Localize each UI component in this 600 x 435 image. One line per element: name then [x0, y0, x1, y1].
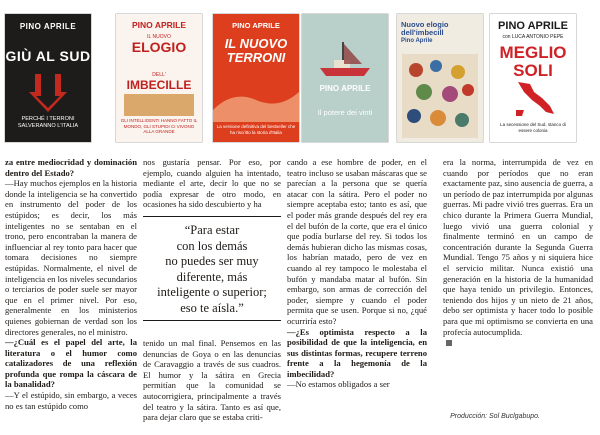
answer-text: —Hay muchos ejemplos en la historia donde la inteligencia se ha convertido en instrumento del poder de los estúpidos; es decir, los más inteligentes no se sentaban en el trono, pero encontraban la manera de influenciar al rey tonto para hacer que tomara decisiones no siempre estúpidas. Normalmente, el nivel de inteligencia en los niveles secundarios o terciarios de poder suele ser mayor que en el primer nivel. Por eso, generalmente en los ministerios quienes gobiernan de verdad son los directores generales, no el ministro.	[5, 178, 137, 337]
cover-title: GIÙ AL SUD	[5, 48, 91, 64]
cover-title2: IMBECILLE	[126, 78, 192, 92]
answer-text: —Y el estúpido, sin embargo, a veces no es tan estúpido como	[5, 390, 137, 411]
cover-title: MEGLIO	[499, 43, 567, 62]
cover-author: PINO APRILE	[132, 20, 186, 30]
book-cover-potere-dei-vinti	[302, 14, 388, 142]
article-column-3	[287, 157, 427, 390]
pull-quote-line: “Para estar	[184, 223, 240, 238]
cover-author: PINO APRILE	[232, 21, 280, 30]
pull-quote-line: inteligente o superior;	[157, 285, 267, 300]
pull-quote-line: eso te aísla.”	[180, 300, 244, 315]
book-cover-il-nuovo-terroni	[213, 14, 299, 142]
cover-title2: TERRONI	[226, 50, 286, 65]
book-cover-elogio-imbecille	[116, 14, 202, 142]
cover-coauthor: con LUCA ANTONIO PEPE	[502, 34, 564, 40]
end-of-article-icon	[446, 340, 452, 346]
italy-map-icon	[510, 80, 556, 120]
question-text: —¿Cuál es el papel del arte, la literatura o el humor como catalizadores de una reflexión profunda que rompa la cáscara de la banalidad?	[5, 337, 137, 390]
article-column-2	[143, 157, 281, 210]
cover-author: PINO APRILE	[319, 84, 371, 93]
pull-quote-line: diferente, más	[176, 269, 248, 284]
boat-illustration	[314, 38, 376, 82]
cover-author: Pino Aprile	[401, 38, 433, 44]
cover-author: PINO APRILE	[19, 22, 77, 31]
cover-kicker2: DELL'	[152, 72, 166, 78]
book-cover-meglio-soli	[490, 14, 576, 142]
body-text: cando a ese hombre de poder, en el teatro incluso se usaban máscaras que se parecían a la persona que se quería atacar con la sátira. Pero el poder no siempre aceptaba esto; tanto es así, que el poder más grande después del rey era el del bufón de la corte, que era el único que podía burlarse del rey. Si todos los demás hubieran dicho las mismas cosas, los habrían matado, pero de vez en cuando al rey tampoco le molestaba el bufón y mandaba matar al bufón. Sin embargo, son armas de corrección del poder, siempre y cuando el poder permita que se usen. Porque si no, ¿qué ocurriría esto?	[287, 157, 427, 326]
cover-subtitle: GLI INTELLIGENTI HANNO FATTO IL MONDO, GLI STUPIDI CI VIVONO ALLA GRANDE	[120, 118, 198, 134]
crowd-illustration	[402, 54, 478, 138]
article-column-1	[5, 157, 137, 411]
question-text: —¿Es optimista respecto a la posibilidad de que la inteligencia, en sus distintas formas, recupere terreno frente a la hegemonía de la imbecilidad?	[287, 326, 427, 379]
cover-artwork	[124, 94, 194, 116]
article-column-2-bottom	[143, 338, 281, 423]
cover-title: Nuovo elogio dell'imbecill	[401, 20, 449, 37]
cover-subtitle: La secessione del Sud, stanco di essere colonia	[500, 122, 566, 133]
cover-author: PINO APRILE	[498, 20, 568, 32]
body-text: tenido un mal final. Pensemos en las denuncias de Goya o en las denuncias de Caravaggio a través de sus cuadros. El humor y la sátira en Grecia permitían que la comunidad se autocorrigiera, principalmente a través del teatro y la sátira. Tanto es así que, para dejar claro que se estaba criti-	[143, 338, 281, 423]
book-covers-row	[0, 0, 600, 150]
production-credit: Producción: Sol Buclgabupo.	[450, 413, 540, 420]
down-arrow-icon	[27, 70, 69, 114]
cover-subtitle: La versione definitiva del bestseller che ha riscritto la storia d'Italia	[216, 124, 296, 135]
question-text: za entre mediocridad y dominación dentro del Estado?	[5, 157, 137, 178]
book-cover-nuovo-elogio	[397, 14, 483, 142]
pull-quote-1	[143, 216, 281, 321]
body-text: era la norma, interrumpida de vez en cuando por períodos que no eran exactamente paz, sino ausencia de guerra, a un período de paz interrumpida por algunas guerras. Mi padre vivió tres guerras. Era un chico durante la Primera Guerra Mundial, luego vivió una guerra colonial y finalmente terminó en un campo de concentración durante la Segunda Guerra Mundial. Tengo 75 años y ni siquiera hice el servicio militar. Nunca existió una generación en la historia de la humanidad que haya tenido un privilegio. Entonces, teniendo dos hijos y un nieto de 21 años, debo ser optimista y hacer todo lo posible para que mi optimismo se convierta en una profecía autocumplida.	[443, 157, 593, 337]
cover-title: IL NUOVO	[224, 36, 288, 51]
cover-kicker: IL NUOVO	[147, 34, 171, 40]
pull-quote-line: con los demás	[176, 238, 248, 253]
cover-subtitle: PERCHÉ I TERRONI SALVERANNO L'ITALIA	[17, 116, 79, 129]
body-text: nos gustaría pensar. Por eso, por ejemplo, cuando alguien ha intentado, mediante el arte, decir lo que no se podía expresar de otro modo, en ocasiones ha sido descubierto y ha	[143, 157, 281, 210]
article-column-4	[443, 157, 593, 348]
cover-illustration	[213, 70, 299, 122]
cover-title2: SOLI	[513, 61, 553, 80]
answer-text: —No estamos obligados a ser	[287, 379, 390, 390]
cover-title: Il potere dei vinti	[317, 108, 373, 117]
pull-quote-line: no puedes ser muy	[165, 254, 259, 269]
cover-title: ELOGIO	[131, 39, 187, 55]
book-cover-giu-al-sud	[5, 14, 91, 142]
pull-quote-rule	[143, 320, 281, 321]
